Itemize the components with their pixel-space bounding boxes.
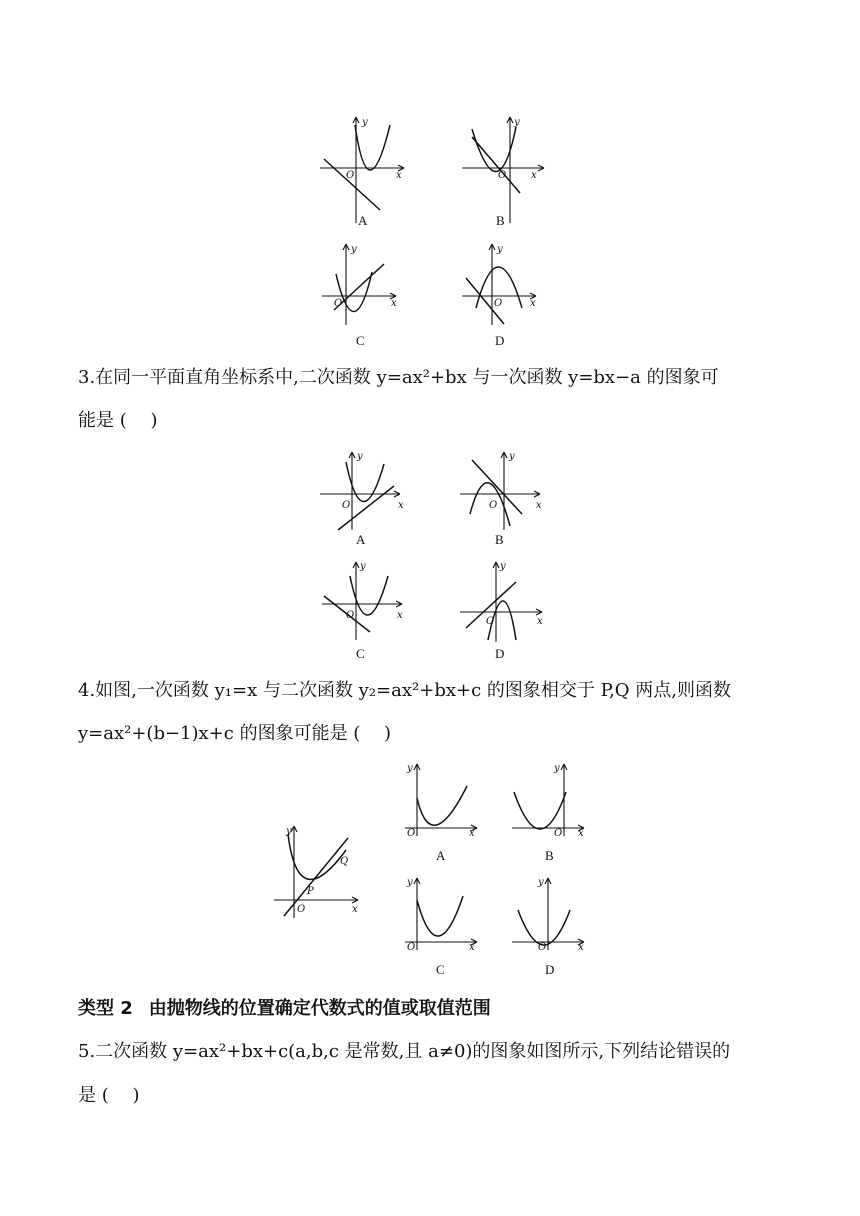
origin-label: O bbox=[407, 942, 416, 953]
x-axis-label: x bbox=[469, 942, 475, 953]
option-caption: C bbox=[436, 962, 445, 977]
q2-option-c-graph bbox=[320, 240, 410, 352]
question-4-line-2: y=ax²+(b−1)x+c 的图象可能是 ( ) bbox=[78, 723, 392, 744]
q4-option-d-graph bbox=[510, 876, 590, 980]
option-caption: D bbox=[545, 962, 555, 977]
x-axis-label: x bbox=[578, 828, 584, 839]
question-4-line-1: 4.如图,一次函数 y₁=x 与二次函数 y₂=ax²+bx+c 的图象相交于 P,Q 两点,则函数 bbox=[78, 680, 731, 701]
y-axis-label: y bbox=[538, 877, 544, 888]
origin-label: O bbox=[334, 298, 343, 309]
question-3-line-2: 能是 ( ) bbox=[78, 410, 158, 431]
option-caption: A bbox=[358, 213, 368, 228]
origin-label: O bbox=[346, 170, 355, 181]
origin-label: O bbox=[342, 500, 351, 511]
option-caption: A bbox=[436, 848, 446, 863]
y-axis-label: y bbox=[286, 826, 292, 837]
y-axis-label: y bbox=[407, 877, 413, 888]
question-5-line-2: 是 ( ) bbox=[78, 1085, 140, 1106]
origin-label: O bbox=[494, 298, 503, 309]
y-axis-label: y bbox=[360, 561, 366, 572]
option-caption: B bbox=[496, 213, 505, 228]
y-axis-label: y bbox=[554, 763, 560, 774]
x-axis-label: x bbox=[537, 616, 543, 627]
y-axis-label: y bbox=[351, 244, 357, 255]
y-axis-label: y bbox=[407, 763, 413, 774]
q3-option-a-graph bbox=[318, 450, 410, 550]
x-axis-label: x bbox=[396, 170, 402, 181]
x-axis-label: x bbox=[578, 942, 584, 953]
q2-option-b-graph bbox=[460, 115, 552, 230]
q2-option-d-graph bbox=[460, 240, 550, 352]
y-axis-label: y bbox=[500, 561, 506, 572]
q4-option-c-graph bbox=[403, 876, 483, 980]
x-axis-label: x bbox=[352, 904, 358, 915]
q2-option-a-graph bbox=[318, 115, 410, 230]
y-axis-label: y bbox=[497, 244, 503, 255]
option-caption: A bbox=[356, 532, 366, 547]
question-3-line-1: 3.在同一平面直角坐标系中,二次函数 y=ax²+bx 与一次函数 y=bx−a 的图象可 bbox=[78, 367, 719, 388]
origin-label: O bbox=[346, 610, 355, 621]
q3-option-b-graph bbox=[458, 450, 550, 550]
section-tag: 类型 2 bbox=[78, 998, 133, 1019]
x-axis-label: x bbox=[536, 500, 542, 511]
option-caption: C bbox=[356, 333, 365, 348]
q3-option-c-graph bbox=[318, 560, 410, 662]
x-axis-label: x bbox=[398, 500, 404, 511]
option-caption: B bbox=[545, 848, 554, 863]
point-q-label: Q bbox=[340, 856, 349, 867]
x-axis-label: x bbox=[469, 828, 475, 839]
point-p-label: P bbox=[307, 886, 314, 897]
x-axis-label: x bbox=[530, 298, 536, 309]
origin-label: O bbox=[486, 616, 495, 627]
x-axis-label: x bbox=[531, 170, 537, 181]
y-axis-label: y bbox=[362, 117, 368, 128]
option-caption: D bbox=[495, 333, 505, 348]
section-heading bbox=[78, 994, 491, 1020]
origin-label: O bbox=[538, 942, 547, 953]
q4-option-b-graph bbox=[510, 762, 590, 866]
option-caption: D bbox=[495, 646, 505, 661]
option-caption: C bbox=[356, 646, 365, 661]
origin-label: O bbox=[297, 904, 306, 915]
q4-reference-graph bbox=[270, 820, 362, 920]
x-axis-label: x bbox=[391, 298, 397, 309]
origin-label: O bbox=[407, 828, 416, 839]
question-5-line-1: 5.二次函数 y=ax²+bx+c(a,b,c 是常数,且 a≠0)的图象如图所示,下列结论错误的 bbox=[78, 1041, 731, 1062]
section-title: 由抛物线的位置确定代数式的值或取值范围 bbox=[148, 998, 491, 1019]
y-axis-label: y bbox=[357, 451, 363, 462]
origin-label: O bbox=[498, 170, 507, 181]
y-axis-label: y bbox=[509, 451, 515, 462]
x-axis-label: x bbox=[397, 610, 403, 621]
origin-label: O bbox=[554, 828, 563, 839]
q4-option-a-graph bbox=[403, 762, 483, 866]
q3-option-d-graph bbox=[458, 560, 550, 662]
origin-label: O bbox=[489, 500, 498, 511]
y-axis-label: y bbox=[514, 117, 520, 128]
option-caption: B bbox=[495, 532, 504, 547]
